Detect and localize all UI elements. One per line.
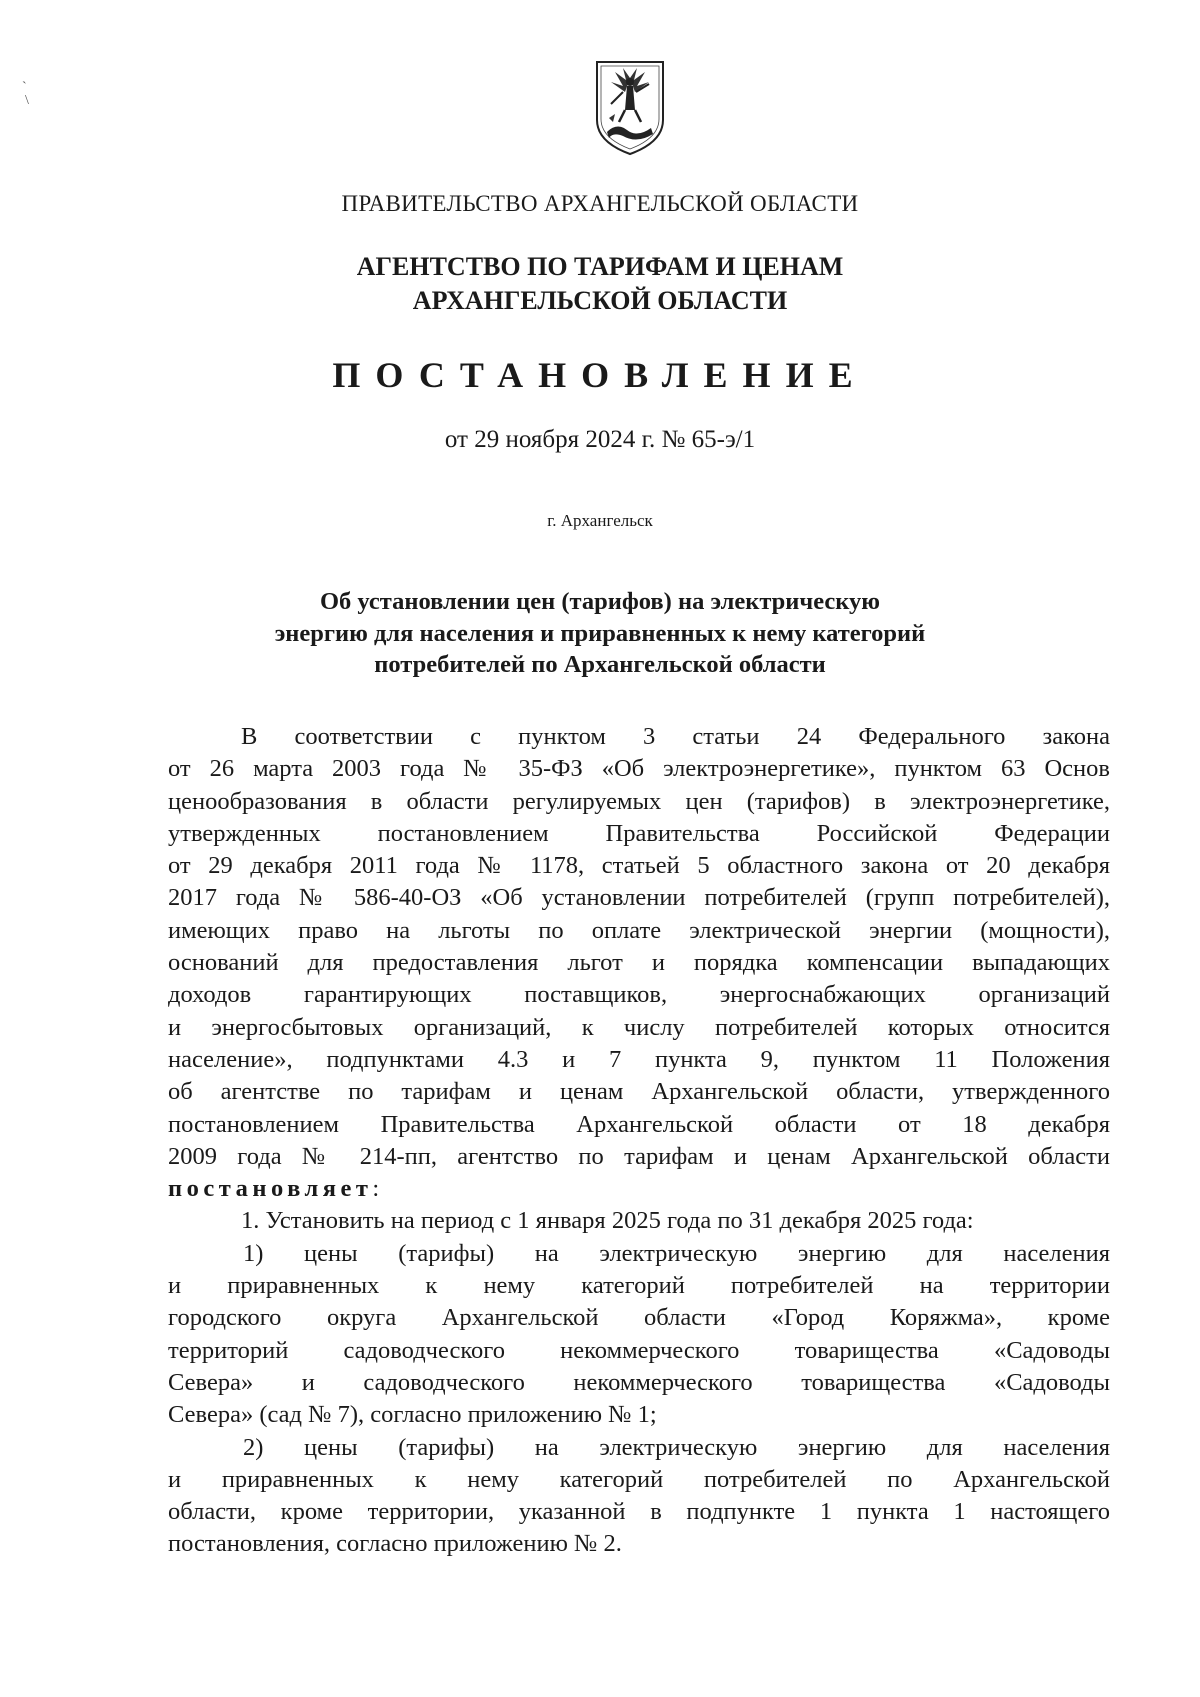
preamble-line: от 29 декабря 2011 года № 1178, статьей 5 областного закона от 20 декабря [168, 852, 1110, 880]
subitem-1-line: городского округа Архангельской области «Город Коряжма», кроме [168, 1304, 1110, 1332]
subitem-1-line: Севера» и садоводческого некоммерческого товарищества «Садоводы [168, 1368, 1110, 1396]
document-title-line: энергию для населения и приравненных к нему категорий [274, 619, 926, 647]
subitem-2-line: постановления, согласно приложению № 2. [168, 1530, 622, 1558]
preamble-line: оснований для предоставления льгот и порядка компенсации выпадающих [168, 949, 1110, 977]
preamble-line: имеющих право на льготы по оплате электрической энергии (мощности), [168, 916, 1110, 944]
subitem-2-line: 2) цены (тарифы) на электрическую энергию для населения [243, 1433, 1110, 1461]
subitem-1-line: территорий садоводческого некоммерческого товарищества «Садоводы [168, 1336, 1110, 1364]
agency-name [0, 250, 1200, 318]
coat-of-arms-emblem [593, 58, 667, 158]
resolution-verb-colon: : [372, 1175, 380, 1203]
preamble-line: утвержденных постановлением Правительства Российской Федерации [168, 819, 1110, 847]
subitem-2-line: и приравненных к нему категорий потребителей по Архангельской [168, 1465, 1110, 1493]
resolution-verb-line [168, 1173, 1110, 1205]
preamble-line: доходов гарантирующих поставщиков, энергоснабжающих организаций [168, 981, 1110, 1009]
document-date-number: от 29 ноября 2024 г. № 65-э/1 [444, 426, 756, 453]
preamble-line: от 26 марта 2003 года № 35-ФЗ «Об электроэнергетике», пунктом 63 Основ [168, 755, 1110, 783]
preamble-line: 2009 года № 214-пп, агентство по тарифам и ценам Архангельской области [168, 1142, 1110, 1170]
agency-name-line: АРХАНГЕЛЬСКОЙ ОБЛАСТИ [412, 286, 788, 315]
subitem-1-line: Севера» (сад № 7), согласно приложению № 1; [168, 1401, 657, 1429]
preamble-line: и энергосбытовых организаций, к числу потребителей которых относится [168, 1013, 1110, 1041]
government-name: ПРАВИТЕЛЬСТВО АРХАНГЕЛЬСКОЙ ОБЛАСТИ [341, 191, 859, 216]
subitem-2-line: области, кроме территории, указанной в подпункте 1 пункта 1 настоящего [168, 1498, 1110, 1526]
document-title-line: потребителей по Архангельской области [374, 651, 826, 678]
document-title [0, 586, 1200, 681]
subitem-1-line: и приравненных к нему категорий потребителей на территории [168, 1272, 1110, 1300]
preamble-line: В соответствии с пунктом 3 статьи 24 Федерального закона [241, 723, 1110, 750]
agency-name-line: АГЕНТСТВО ПО ТАРИФАМ И ЦЕНАМ [356, 252, 844, 281]
preamble-line: 2017 года № 586-40-ОЗ «Об установлении потребителей (групп потребителей), [168, 884, 1110, 912]
subitem-1-line: 1) цены (тарифы) на электрическую энергию для населения [243, 1239, 1110, 1267]
item-1-heading: 1. Установить на период с 1 января 2025 года по 31 декабря 2025 года: [241, 1207, 974, 1235]
resolution-verb: постановляет [168, 1175, 373, 1203]
document-page: ˋ \ ПРАВИТЕЛЬСТВО АРХАНГЕЛЬСКОЙ ОБЛАСТИ АГЕНТСТВО ПО ТАРИФАМ И ЦЕНАМ АРХАНГЕЛЬСКОЙ ОБЛАСТИ ПОСТАНОВЛЕНИЕ от 29 ноября 2024 г. № 65-э/1 г. Архангельск Об установлении цен (тарифов) на электрическую энергию для населения и приравненных к нему категорий потребителей по Архангельской области В соответствии с пунктом 3 статьи 24 Федерального закона от 26 марта 2003 года № 35-ФЗ «Об электроэнергетике», пунктом 63 Основ ценообразования в области регулируемых цен (тарифов) в электроэнергетике, утвержденных постановлением Правительства Российской Федерации от 29 декабря 2011 года № 1178, статьей 5 областного закона от 20 декабря 2017 года № 586-40-ОЗ «Об установлении потребителей (групп потребителей), имеющих право на льготы по оплате электрической энергии (мощности), оснований для предоставления льгот и порядка компенсации выпадающих доходов гарантирующих поставщиков, энергоснабжающих организаций и энергосбытовых организаций, к числу потребителей которых относится население», подпунктами 4.3 и 7 пункта 9, пунктом 11 Положения об агентстве по тарифам и ценам Архангельской области, утвержденного постановлением Правительства Архангельской области от 18 декабря 2009 года № 214-пп, агентство по тарифам и ценам Архангельской области постановляет: 1. Установить на период с 1 января 2025 года по 31 декабря 2025 года: 1) цены (тарифы) на электрическую энергию для населения и приравненных к нему категорий потребителей на территории городского округа Архангельской области «Город Коряжма», кроме территорий садоводческого некоммерческого товарищества «Садоводы Севера» и садоводческого некоммерческого товарищества «Садоводы Севера» (сад № 7), согласно приложению № 1; 2) цены (тарифы) на электрическую энергию для населения и приравненных к нему категорий потребителей по Архангельской области, кроме территории, указанной в подпункте 1 пункта 1 настоящего постановления, согласно приложению № 2. [0, 0, 1200, 1697]
preamble-line: население», подпунктами 4.3 и 7 пункта 9, пунктом 11 Положения [168, 1045, 1110, 1073]
document-type: ПОСТАНОВЛЕНИЕ [332, 355, 868, 395]
preamble-line: постановлением Правительства Архангельской области от 18 декабря [168, 1110, 1110, 1138]
document-city: г. Архангельск [547, 511, 653, 530]
preamble-line: об агентстве по тарифам и ценам Архангельской области, утвержденного [168, 1078, 1110, 1106]
preamble-line: ценообразования в области регулируемых цен (тарифов) в электроэнергетике, [168, 787, 1110, 815]
document-title-line: Об установлении цен (тарифов) на электрическую [319, 588, 881, 615]
document-body [168, 721, 1110, 1561]
